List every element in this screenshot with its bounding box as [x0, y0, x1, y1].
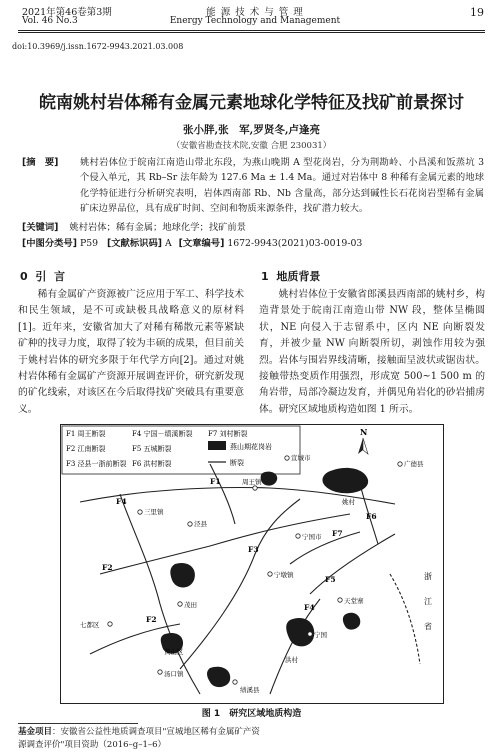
label-f1: F1	[210, 477, 221, 486]
legend-f4: F4 宁国－绩溪断裂	[132, 430, 193, 438]
abstract-text: 姚村岩体位于皖南江南造山带北东段，为燕山晚期 A 型花岗岩，分为荆勘岭、小昌溪和饭蒸坑 3 个侵入单元，其 Rb–Sr 法年龄为 127.6 Ma ± 1.4 Ma。通过对岩体中 8 种稀有金属元素的地球化学特征进行分析研究表明，岩体西南部 Rb、Nb 含量高，部分达到碱性长石花岗岩型稀有金属矿床边界品位，具有成矿时间、空间和物质来源条件，找矿潜力较大。	[80, 157, 484, 215]
article-title: 皖南姚村岩体稀有金属元素地球化学特征及找矿前景探讨	[39, 93, 464, 113]
label-f4b: F4	[304, 603, 315, 612]
svg-text:省: 省	[424, 622, 432, 631]
place-qimen: 七都区	[80, 621, 100, 629]
abstract-label: [摘 要]	[22, 157, 59, 168]
keywords-text: 姚村岩体；稀有金属；地球化学；找矿前景	[69, 222, 247, 233]
place-jingxian: 泾县	[194, 520, 207, 528]
article-value: 1672-9943(2021)03-0019-03	[227, 238, 363, 249]
place-ningguo2: 宁国	[314, 631, 327, 639]
figure-caption: 图 1 研究区域地质构造	[201, 709, 302, 719]
doc-value: A	[164, 238, 172, 249]
label-f2b: F2	[146, 615, 157, 624]
header-rule-2	[18, 32, 485, 33]
label-f4: F4	[116, 497, 127, 506]
affiliation: （安徽省勘查技术院,安徽 合肥 230031）	[171, 141, 332, 151]
issue-cn: 2021年第46卷第3期	[22, 7, 112, 18]
funding-text: ：安徽省公益性地质调查项目"宣城地区稀有金属矿产资源调查评价"项目资助（2016–g–1–6）	[18, 727, 260, 750]
north-label: N	[360, 427, 368, 437]
place-maotian: 茂田	[184, 601, 197, 609]
journal-cn: 能 源 技 术 与 管 理	[206, 7, 304, 18]
place-jixi: 绩溪县	[240, 686, 260, 694]
section-heading-geology: 1 地质背景	[261, 270, 321, 283]
place-sanli: 三里镇	[144, 508, 164, 516]
label-f3: F3	[248, 545, 259, 554]
header-rule	[18, 30, 485, 31]
place-yaocun: 姚村	[342, 498, 355, 506]
section-text-intro: 稀有金属矿产资源被广泛应用于军工、科学技术和民生领域，是不可或缺极具战略意义的原材料[1]。近年来，安徽省加大了对稀有稀散元素等紧缺矿种的找寻力度，取得了较为丰硕的成果，但目前关于姚村岩体的研究多限于年代学方向[2]。通过对姚村岩体稀有金属矿产资源开展调查评价，研究新发现的矿化线索，对该区在今后取得找矿突破具有重要意义。	[18, 289, 244, 415]
section-text-geology: 姚村岩体位于安徽省郎溪县西南部的姚村乡，构造背景处于皖南江南造山带 NW 段，整体呈椭圆状，NE 向侵入于志留系中，区内 NE 向断裂发育，并被少量 NW 向断裂所切，剥蚀作用较为强烈。岩体与围岩界线清晰，接触面呈波状或锯齿状。接触带热变质作用强烈，形成宽 500~1 500 m 的角岩带，局部冷凝边发育，并偶见角岩化的砂岩捕虏体。研究区域地质构造如图 1 所示。	[259, 289, 485, 415]
place-guangde: 广德县	[404, 460, 424, 468]
place-xuancheng: 宣城市	[291, 454, 311, 462]
svg-text:江: 江	[424, 597, 432, 606]
geology-map	[60, 424, 444, 704]
place-tiantang: 天堂寨	[344, 597, 364, 605]
keywords	[22, 219, 246, 233]
place-huangshan: 黄山区	[164, 648, 184, 656]
legend-f3: F3 泾县一浙前断裂	[66, 460, 127, 468]
clc-value: P59	[79, 238, 99, 249]
section-heading-intro: 0 引 言	[20, 270, 65, 283]
legend-f7: F7 刘村断裂	[208, 430, 248, 438]
legend-fault: 断裂	[230, 459, 244, 467]
label-f7: F7	[332, 529, 343, 538]
place-tangkou: 汤口镇	[164, 670, 184, 678]
legend-granite-swatch	[208, 441, 226, 450]
authors: 张小胖,张 军,罗贤冬,卢逢亮	[183, 124, 320, 136]
svg-text:浙: 浙	[424, 572, 432, 581]
article-label: [文章编号]	[178, 238, 225, 249]
abstract	[22, 155, 484, 217]
journal-en: Energy Technology and Management	[169, 16, 341, 26]
legend-granite: 燕山期花岗岩	[230, 443, 272, 451]
place-zhouwang: 周王镇	[242, 478, 262, 486]
label-f2: F2	[102, 563, 113, 572]
clc-label: [中图分类号]	[22, 238, 77, 249]
legend-f2: F2 江南断裂	[66, 445, 106, 453]
funding-label: 基金项目	[18, 727, 53, 737]
funding-note	[18, 726, 268, 752]
page-number: 19	[470, 6, 484, 19]
place-hongcun: 洪村	[285, 656, 298, 664]
place-ningguo: 宁国市	[302, 533, 322, 541]
classification	[22, 235, 362, 249]
legend-f5: F5 五城断裂	[132, 445, 172, 453]
doi: doi:10.3969/j.issn.1672-9943.2021.03.008	[12, 42, 184, 51]
issue-en: Vol. 46 No.3	[22, 16, 78, 26]
map-legend	[62, 426, 300, 474]
legend-f1: F1 周王断裂	[66, 430, 106, 438]
legend-f6: F6 洪村断裂	[132, 460, 172, 468]
footnote-rule	[18, 723, 138, 724]
keywords-label: [关键词]	[22, 222, 59, 233]
label-f6: F6	[366, 512, 377, 521]
label-f5: F5	[325, 575, 336, 584]
place-ningdun: 宁墩镇	[274, 571, 294, 579]
doc-label: [文献标识码]	[107, 238, 162, 249]
province-label	[424, 571, 432, 631]
